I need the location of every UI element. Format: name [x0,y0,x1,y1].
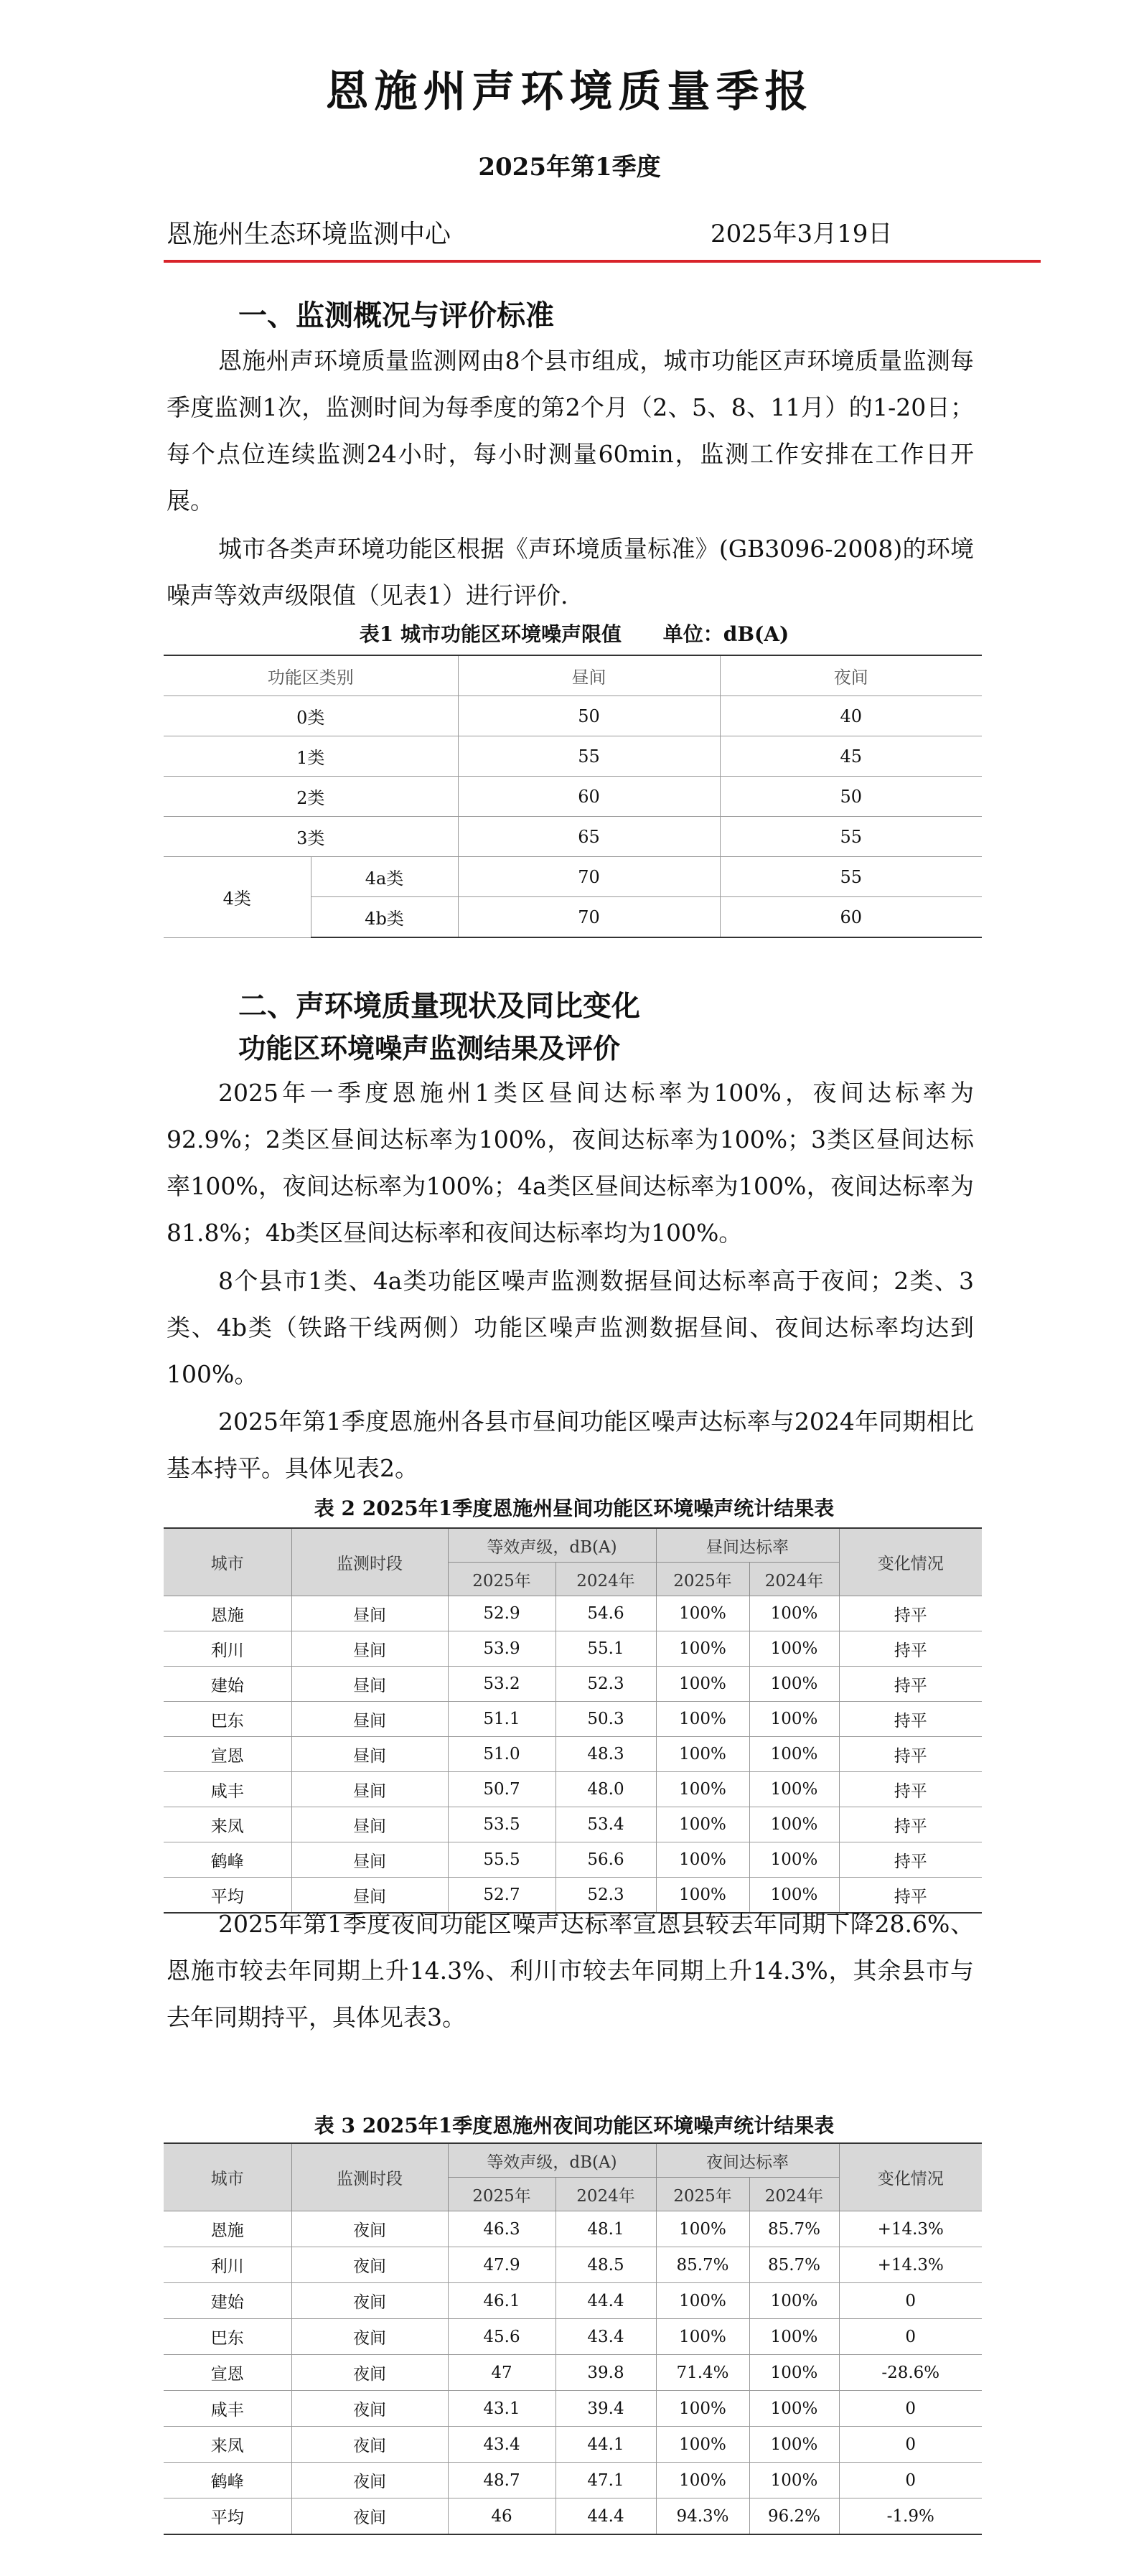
rate-2024-cell: 100% [749,2427,839,2463]
table-row [164,2355,982,2391]
table-header-row [164,2143,982,2178]
change-cell: 持平 [839,1737,982,1772]
rate-2025-cell: 100% [656,1596,749,1631]
header-cell: 功能区类别 [164,655,458,696]
table-row [164,1631,982,1667]
section1-paragraph-1: 恩施州声环境质量监测网由8个县市组成，城市功能区声环境质量监测每季度监测1次，监测时间为每季度的第2个月（2、5、8、11月）的1-20日；每个点位连续监测24小时，每小时测量60min，监测工作安排在工作日开展。 [167,347,974,515]
rate-2024-cell: 85.7% [749,2247,839,2283]
leq-2025-cell: 43.4 [448,2427,556,2463]
table-row [164,2211,982,2247]
section1-paragraph-2: 城市各类声环境功能区根据《声环境质量标准》(GB3096-2008)的环境噪声等效声级限值（见表1）进行评价. [167,535,974,609]
leq-2025-cell: 51.1 [448,1702,556,1737]
rate-2025-cell: 100% [656,2319,749,2355]
rate-2025-cell: 100% [656,1842,749,1878]
change-cell: 0 [839,2319,982,2355]
leq-2024-cell: 53.4 [556,1807,656,1842]
zone-subclass-cell: 4b类 [311,897,458,938]
leq-2025-cell: 53.9 [448,1631,556,1667]
period-cell: 昼间 [291,1631,448,1667]
header-year-2025: 2025年 [448,1563,556,1596]
leq-2024-cell: 48.0 [556,1772,656,1807]
period-cell: 昼间 [291,1842,448,1878]
leq-2024-cell: 55.1 [556,1631,656,1667]
daytime-noise-table [164,1527,982,1914]
table-row [164,817,982,857]
city-cell: 巴东 [164,1702,291,1737]
header-period: 监测时段 [291,2143,448,2211]
table-row [164,1772,982,1807]
leq-2024-cell: 44.4 [556,2283,656,2319]
city-cell: 咸丰 [164,1772,291,1807]
section2-heading: 二、声环境质量现状及同比变化 [238,989,640,1023]
night-limit-cell: 60 [720,897,982,938]
header-year-2025: 2025年 [656,2178,749,2211]
period-cell: 夜间 [291,2319,448,2355]
section2-paragraph-1: 2025年一季度恩施州1类区昼间达标率为100%，夜间达标率为92.9%；2类区昼间达标率为100%，夜间达标率为100%；3类区昼间达标率100%，夜间达标率为100%；4a类区昼间达标率为100%，夜间达标率为81.8%；4b类区昼间达标率和夜间达标率均为100%。 [167,1079,974,1247]
period-cell: 夜间 [291,2283,448,2319]
change-cell: 0 [839,2283,982,2319]
city-cell: 恩施 [164,2211,291,2247]
section1-heading: 一、监测概况与评价标准 [238,299,554,332]
rate-2024-cell: 100% [749,1702,839,1737]
day-limit-cell: 65 [458,817,720,857]
leq-2024-cell: 39.4 [556,2391,656,2427]
rate-2025-cell: 100% [656,1807,749,1842]
table-row [164,1842,982,1878]
table-row [164,1807,982,1842]
leq-2024-cell: 44.1 [556,2427,656,2463]
city-cell: 恩施 [164,1596,291,1631]
header-year-2024: 2024年 [749,2178,839,2211]
rate-2025-cell: 100% [656,1772,749,1807]
leq-2025-cell: 45.6 [448,2319,556,2355]
night-limit-cell: 50 [720,777,982,817]
period-cell: 昼间 [291,1772,448,1807]
leq-2024-cell: 47.1 [556,2463,656,2498]
rate-2024-cell: 100% [749,1631,839,1667]
table1-caption-title: 表1 城市功能区环境噪声限值 [359,622,622,646]
table-row [164,2319,982,2355]
table-row [164,2427,982,2463]
city-cell: 利川 [164,1631,291,1667]
leq-2025-cell: 55.5 [448,1842,556,1878]
table-row [164,696,982,736]
table-row [164,736,982,777]
rate-2025-cell: 100% [656,2283,749,2319]
header-cell: 昼间 [458,655,720,696]
rate-2024-cell: 85.7% [749,2211,839,2247]
rate-2025-cell: 100% [656,1631,749,1667]
table-row [164,857,982,897]
zone-subclass-cell: 4a类 [311,857,458,897]
rate-2024-cell: 100% [749,1842,839,1878]
period-cell: 夜间 [291,2247,448,2283]
nighttime-noise-table [164,2142,982,2535]
period-cell: 夜间 [291,2463,448,2498]
change-cell: 0 [839,2391,982,2427]
rate-2025-cell: 100% [656,1702,749,1737]
table-row [164,2247,982,2283]
header-rate: 夜间达标率 [656,2143,839,2178]
change-cell: 持平 [839,1667,982,1702]
period-cell: 夜间 [291,2391,448,2427]
change-cell: 持平 [839,1631,982,1667]
table3-caption: 表 3 2025年1季度恩施州夜间功能区环境噪声统计结果表 [314,2114,835,2137]
city-cell: 利川 [164,2247,291,2283]
change-cell: 持平 [839,1702,982,1737]
table3-body [164,2211,982,2535]
period-cell: 夜间 [291,2355,448,2391]
table-row [164,2498,982,2535]
report-title: 恩施州声环境质量季报 [325,67,814,117]
change-cell: 持平 [839,1772,982,1807]
period-cell: 昼间 [291,1878,448,1914]
day-limit-cell: 50 [458,696,720,736]
header-cell: 夜间 [720,655,982,696]
rate-2024-cell: 100% [749,1878,839,1914]
city-cell: 鹤峰 [164,1842,291,1878]
rate-2024-cell: 100% [749,2391,839,2427]
leq-2025-cell: 53.5 [448,1807,556,1842]
zone-class-cell: 1类 [164,736,458,777]
change-cell: +14.3% [839,2247,982,2283]
city-cell: 宣恩 [164,1737,291,1772]
period-cell: 昼间 [291,1737,448,1772]
rate-2024-cell: 100% [749,2319,839,2355]
zone-class-cell: 0类 [164,696,458,736]
leq-2025-cell: 46 [448,2498,556,2535]
table-row [164,1667,982,1702]
table-row [164,2391,982,2427]
table-row [164,2463,982,2498]
leq-2025-cell: 52.7 [448,1878,556,1914]
leq-2025-cell: 50.7 [448,1772,556,1807]
leq-2025-cell: 46.1 [448,2283,556,2319]
period-cell: 夜间 [291,2211,448,2247]
issuer-name: 恩施州生态环境监测中心 [167,220,451,249]
change-cell: -1.9% [839,2498,982,2535]
rate-2025-cell: 100% [656,2463,749,2498]
leq-2025-cell: 47.9 [448,2247,556,2283]
period-cell: 昼间 [291,1667,448,1702]
leq-2024-cell: 54.6 [556,1596,656,1631]
period-cell: 夜间 [291,2427,448,2463]
change-cell: 持平 [839,1878,982,1914]
header-rate: 昼间达标率 [656,1528,839,1563]
header-divider [164,260,1041,263]
change-cell: 持平 [839,1596,982,1631]
period-cell: 夜间 [291,2498,448,2535]
section2-subheading: 功能区环境噪声监测结果及评价 [238,1032,621,1064]
table1-unit: 单位：dB(A) [662,622,789,646]
table2-body [164,1596,982,1914]
table-row [164,1596,982,1631]
city-cell: 宣恩 [164,2355,291,2391]
rate-2025-cell: 100% [656,1737,749,1772]
header-change: 变化情况 [839,2143,982,2211]
header-leq: 等效声级，dB(A) [448,2143,656,2178]
leq-2024-cell: 39.8 [556,2355,656,2391]
leq-2025-cell: 51.0 [448,1737,556,1772]
leq-2024-cell: 52.3 [556,1667,656,1702]
leq-2025-cell: 48.7 [448,2463,556,2498]
city-cell: 来凤 [164,2427,291,2463]
table-row [164,2283,982,2319]
noise-limit-table [164,655,982,938]
city-cell: 来凤 [164,1807,291,1842]
header-change: 变化情况 [839,1528,982,1596]
night-limit-cell: 45 [720,736,982,777]
change-cell: 持平 [839,1807,982,1842]
period-cell: 昼间 [291,1596,448,1631]
leq-2025-cell: 47 [448,2355,556,2391]
leq-2024-cell: 52.3 [556,1878,656,1914]
rate-2024-cell: 100% [749,1807,839,1842]
rate-2024-cell: 100% [749,1596,839,1631]
issue-date: 2025年3月19日 [711,220,893,248]
rate-2024-cell: 100% [749,1667,839,1702]
leq-2024-cell: 50.3 [556,1702,656,1737]
city-cell: 巴东 [164,2319,291,2355]
report-subtitle: 2025年第1季度 [478,153,661,182]
change-cell: 持平 [839,1842,982,1878]
change-cell: -28.6% [839,2355,982,2391]
leq-2025-cell: 52.9 [448,1596,556,1631]
change-cell: +14.3% [839,2211,982,2247]
header-year-2024: 2024年 [749,1563,839,1596]
section2-paragraph-4: 2025年第1季度夜间功能区噪声达标率宣恩县较去年同期下降28.6%、恩施市较去年同期上升14.3%、利川市较去年同期上升14.3%，其余县市与去年同期持平，具体见表3。 [167,1910,974,2031]
leq-2024-cell: 56.6 [556,1842,656,1878]
section2-paragraph-3: 2025年第1季度恩施州各县市昼间功能区噪声达标率与2024年同期相比基本持平。具体见表2。 [167,1408,974,1482]
rate-2025-cell: 100% [656,2391,749,2427]
city-cell: 平均 [164,1878,291,1914]
leq-2024-cell: 43.4 [556,2319,656,2355]
day-limit-cell: 70 [458,857,720,897]
leq-2024-cell: 44.4 [556,2498,656,2535]
city-cell: 平均 [164,2498,291,2535]
rate-2025-cell: 100% [656,2211,749,2247]
leq-2024-cell: 48.3 [556,1737,656,1772]
change-cell: 0 [839,2427,982,2463]
section2-paragraph-2: 8个县市1类、4a类功能区噪声监测数据昼间达标率高于夜间；2类、3类、4b类（铁路干线两侧）功能区噪声监测数据昼间、夜间达标率均达到100%。 [167,1267,974,1388]
table2-caption: 表 2 2025年1季度恩施州昼间功能区环境噪声统计结果表 [314,1497,835,1520]
rate-2025-cell: 85.7% [656,2247,749,2283]
leq-2025-cell: 53.2 [448,1667,556,1702]
rate-2025-cell: 71.4% [656,2355,749,2391]
day-limit-cell: 60 [458,777,720,817]
night-limit-cell: 55 [720,857,982,897]
rate-2024-cell: 100% [749,2283,839,2319]
table-header-row [164,1528,982,1563]
rate-2025-cell: 100% [656,2427,749,2463]
leq-2024-cell: 48.5 [556,2247,656,2283]
header-year-2024: 2024年 [556,1563,656,1596]
day-limit-cell: 70 [458,897,720,938]
table-row [164,1737,982,1772]
rate-2024-cell: 100% [749,2355,839,2391]
zone-class-cell: 3类 [164,817,458,857]
leq-2024-cell: 48.1 [556,2211,656,2247]
rate-2024-cell: 100% [749,1772,839,1807]
night-limit-cell: 40 [720,696,982,736]
zone-class-cell: 4类 [164,857,311,938]
period-cell: 昼间 [291,1807,448,1842]
city-cell: 咸丰 [164,2391,291,2427]
header-leq: 等效声级，dB(A) [448,1528,656,1563]
period-cell: 昼间 [291,1702,448,1737]
city-cell: 建始 [164,2283,291,2319]
table-header-row [164,655,982,696]
leq-2025-cell: 46.3 [448,2211,556,2247]
table-row [164,1702,982,1737]
rate-2024-cell: 100% [749,1737,839,1772]
header-year-2024: 2024年 [556,2178,656,2211]
day-limit-cell: 55 [458,736,720,777]
table1-caption [165,619,983,647]
rate-2024-cell: 96.2% [749,2498,839,2535]
header-year-2025: 2025年 [656,1563,749,1596]
change-cell: 0 [839,2463,982,2498]
rate-2025-cell: 100% [656,1667,749,1702]
city-cell: 鹤峰 [164,2463,291,2498]
header-city: 城市 [164,2143,291,2211]
rate-2024-cell: 100% [749,2463,839,2498]
leq-2025-cell: 43.1 [448,2391,556,2427]
header-year-2025: 2025年 [448,2178,556,2211]
night-limit-cell: 55 [720,817,982,857]
header-city: 城市 [164,1528,291,1596]
table-row [164,777,982,817]
city-cell: 建始 [164,1667,291,1702]
rate-2025-cell: 100% [656,1878,749,1914]
header-period: 监测时段 [291,1528,448,1596]
zone-class-cell: 2类 [164,777,458,817]
rate-2025-cell: 94.3% [656,2498,749,2535]
